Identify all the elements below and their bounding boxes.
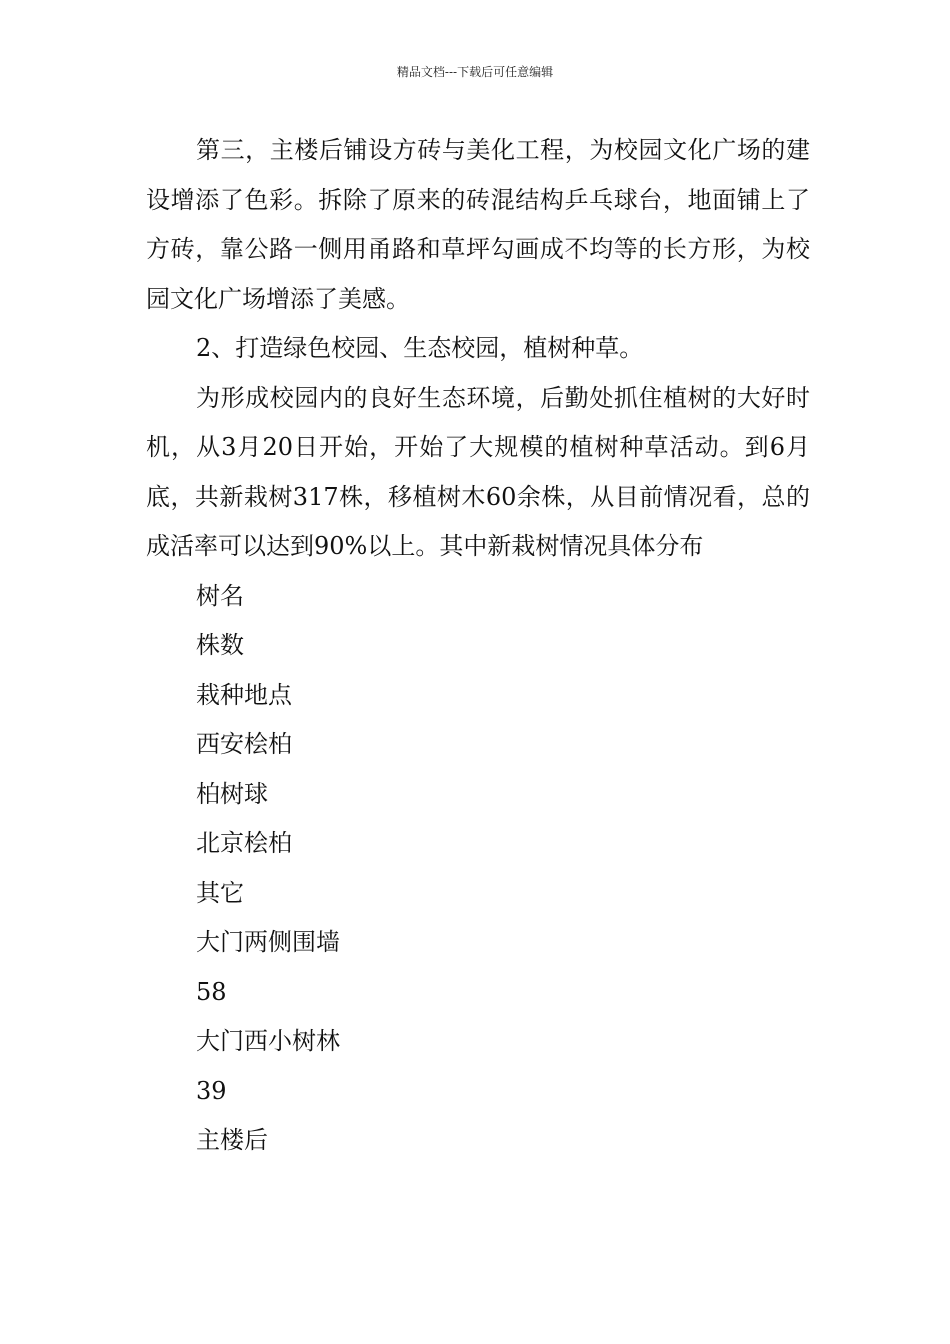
document-body [146,126,810,1166]
table-item: 其它 [196,878,244,907]
paragraph-section-heading: 2、打造绿色校园、生态校园，植树种草。 [196,334,644,362]
paragraph-tree-planting: 为形成校园内的良好生态环境，后勤处抓住植树的大好时机，从3月20日开始，开始了大规模的植树种草活动。到6月底，共新栽树317株，移植树木60余株，从目前情况看，总的成活率可以达到90%以上。其中新栽树情况具体分布 [146,383,810,560]
table-item: 北京桧柏 [196,829,292,857]
page-header: 精品文档---下载后可任意编辑 [396,65,554,79]
table-item: 39 [196,1076,227,1105]
table-item-header-location: 栽种地点 [196,680,292,709]
table-item: 大门西小树林 [196,1027,340,1055]
table-item-header-count: 株数 [196,631,244,659]
table-item-header-name: 树名 [196,581,244,610]
table-item: 柏树球 [196,779,268,808]
table-item: 主楼后 [196,1126,268,1154]
table-item: 西安桧柏 [196,730,292,758]
paragraph-main-building: 第三，主楼后铺设方砖与美化工程，为校园文化广场的建设增添了色彩。拆除了原来的砖混结构乒乓球台，地面铺上了方砖，靠公路一侧用甬路和草坪勾画成不均等的长方形，为校园文化广场增添了美感。 [146,136,810,313]
table-item: 大门两侧围墙 [196,928,340,956]
table-item: 58 [196,977,227,1006]
